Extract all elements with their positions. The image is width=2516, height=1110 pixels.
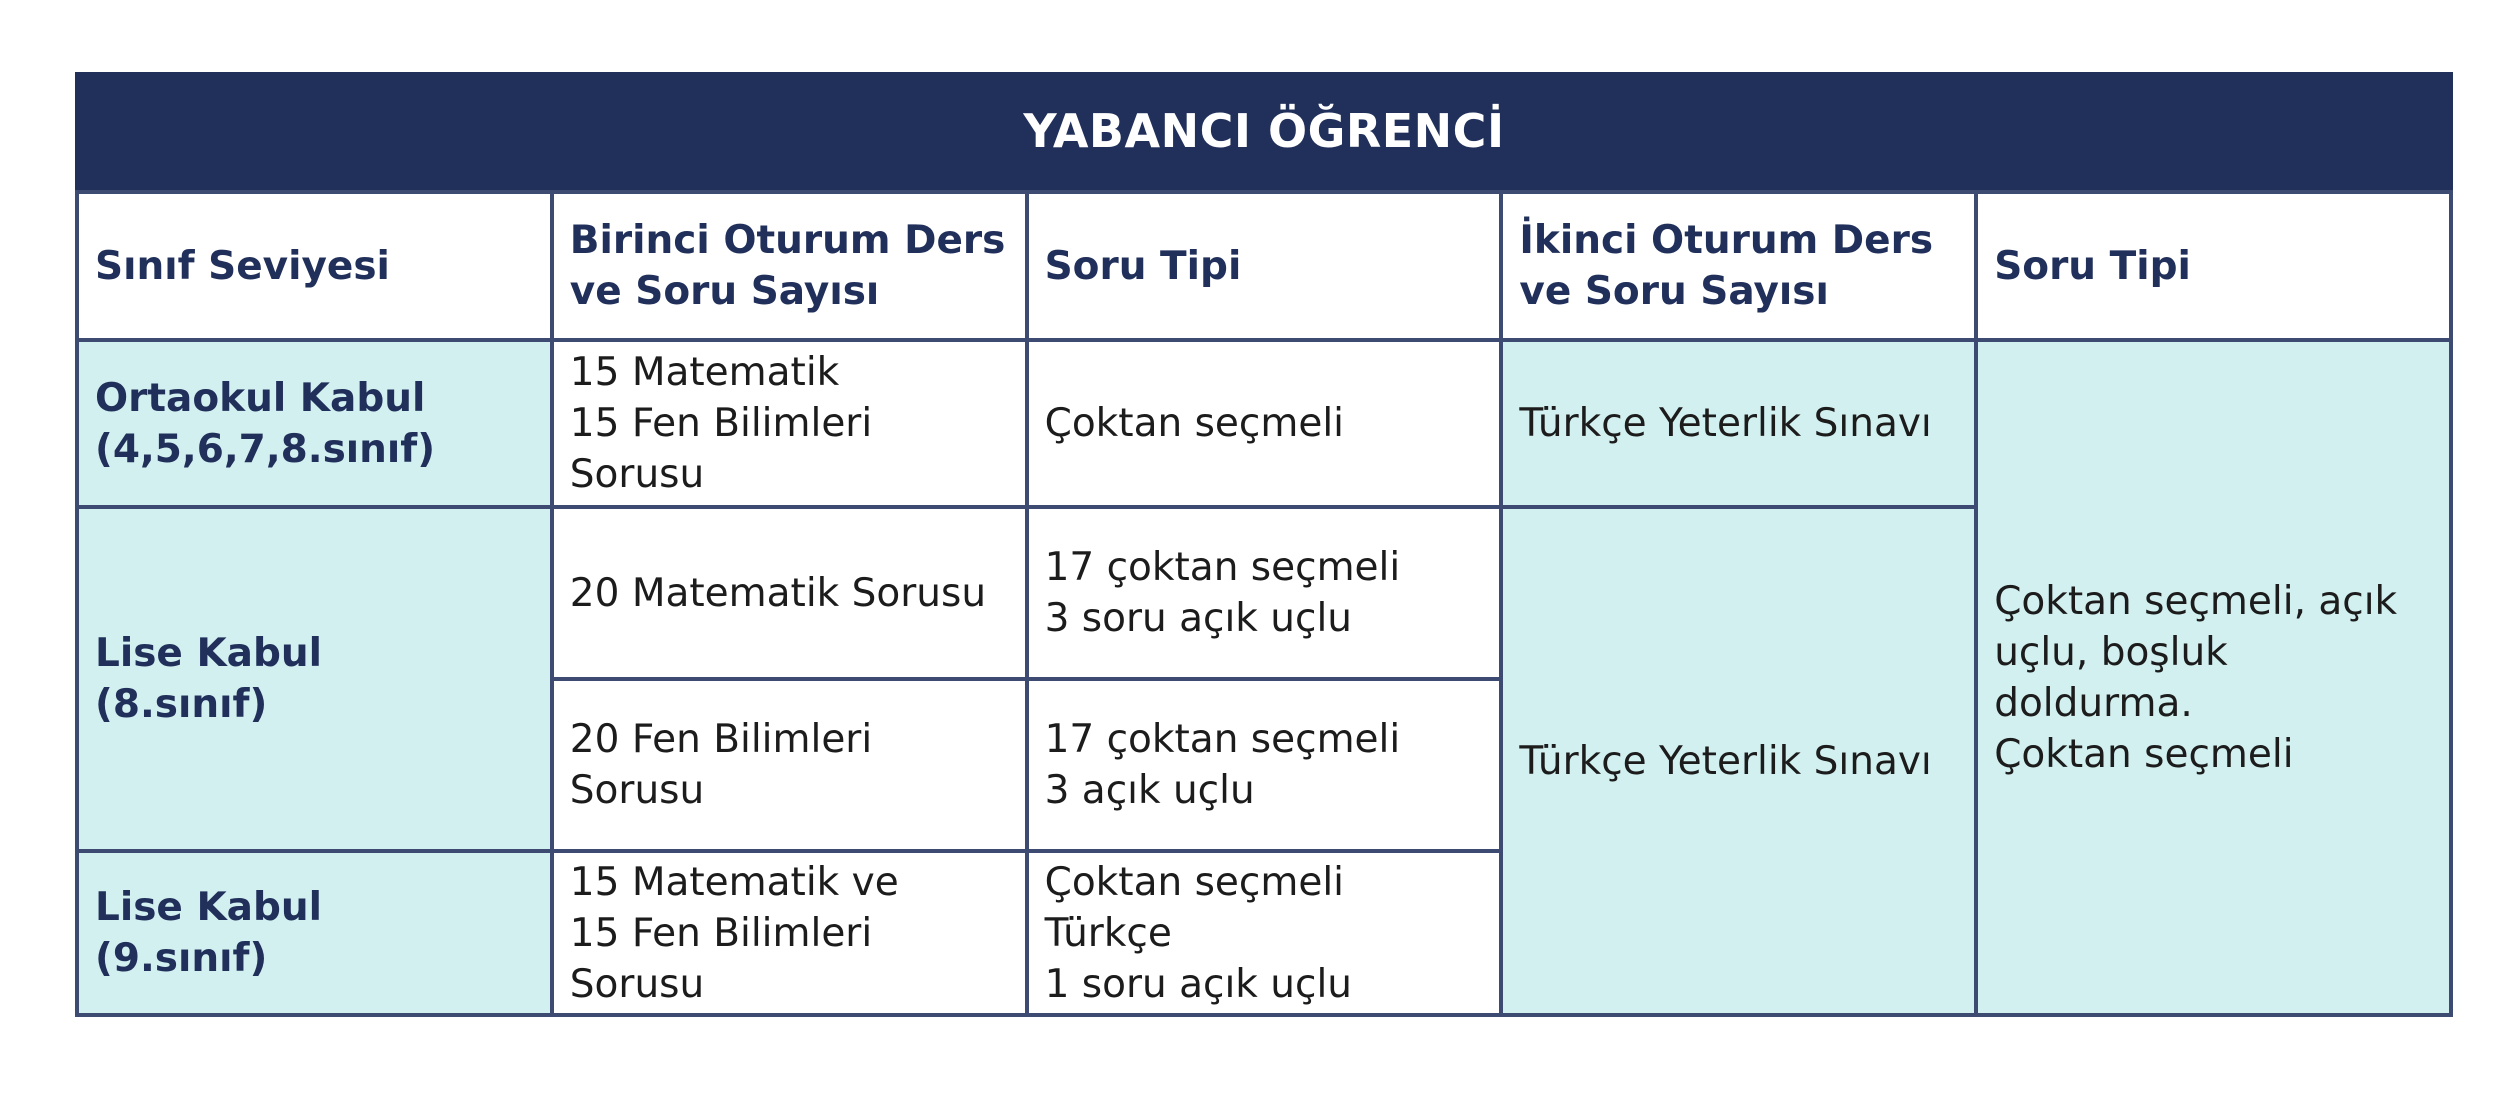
- header-level: Sınıf Seviyesi: [77, 192, 552, 340]
- table-row: [77, 340, 2451, 507]
- first-session-cell: 15 Matematik 15 Fen Bilimleri Sorusu: [552, 340, 1027, 507]
- first-session-cell: 20 Fen Bilimleri Sorusu: [552, 679, 1027, 851]
- question-type-cell: 17 çoktan seçmeli 3 açık uçlu: [1027, 679, 1502, 851]
- header-question-type-2: Soru Tipi: [1976, 192, 2451, 340]
- header-second-session: İkinci Oturum Ders ve Soru Sayısı: [1501, 192, 1976, 340]
- level-cell: Ortaokul Kabul (4,5,6,7,8.sınıf): [77, 340, 552, 507]
- header-question-type-1: Soru Tipi: [1027, 192, 1502, 340]
- second-question-type-cell: Çoktan seçmeli, açık uçlu, boşluk doldurma. Çoktan seçmeli: [1976, 340, 2451, 1015]
- header-row: [77, 192, 2451, 340]
- question-type-cell: 17 çoktan seçmeli 3 soru açık uçlu: [1027, 507, 1502, 679]
- header-first-session: Birinci Oturum Ders ve Soru Sayısı: [552, 192, 1027, 340]
- first-session-cell: 20 Matematik Sorusu: [552, 507, 1027, 679]
- exam-table: [75, 190, 2453, 1017]
- table-title: YABANCI ÖĞRENCİ: [75, 72, 2453, 190]
- second-session-cell: Türkçe Yeterlik Sınavı: [1501, 507, 1976, 1015]
- question-type-cell: Çoktan seçmeli Türkçe 1 soru açık uçlu: [1027, 851, 1502, 1015]
- first-session-cell: 15 Matematik ve 15 Fen Bilimleri Sorusu: [552, 851, 1027, 1015]
- question-type-cell: Çoktan seçmeli: [1027, 340, 1502, 507]
- level-cell: Lise Kabul (8.sınıf): [77, 507, 552, 851]
- exam-table-container: [75, 72, 2453, 1017]
- second-session-cell: Türkçe Yeterlik Sınavı: [1501, 340, 1976, 507]
- level-cell: Lise Kabul (9.sınıf): [77, 851, 552, 1015]
